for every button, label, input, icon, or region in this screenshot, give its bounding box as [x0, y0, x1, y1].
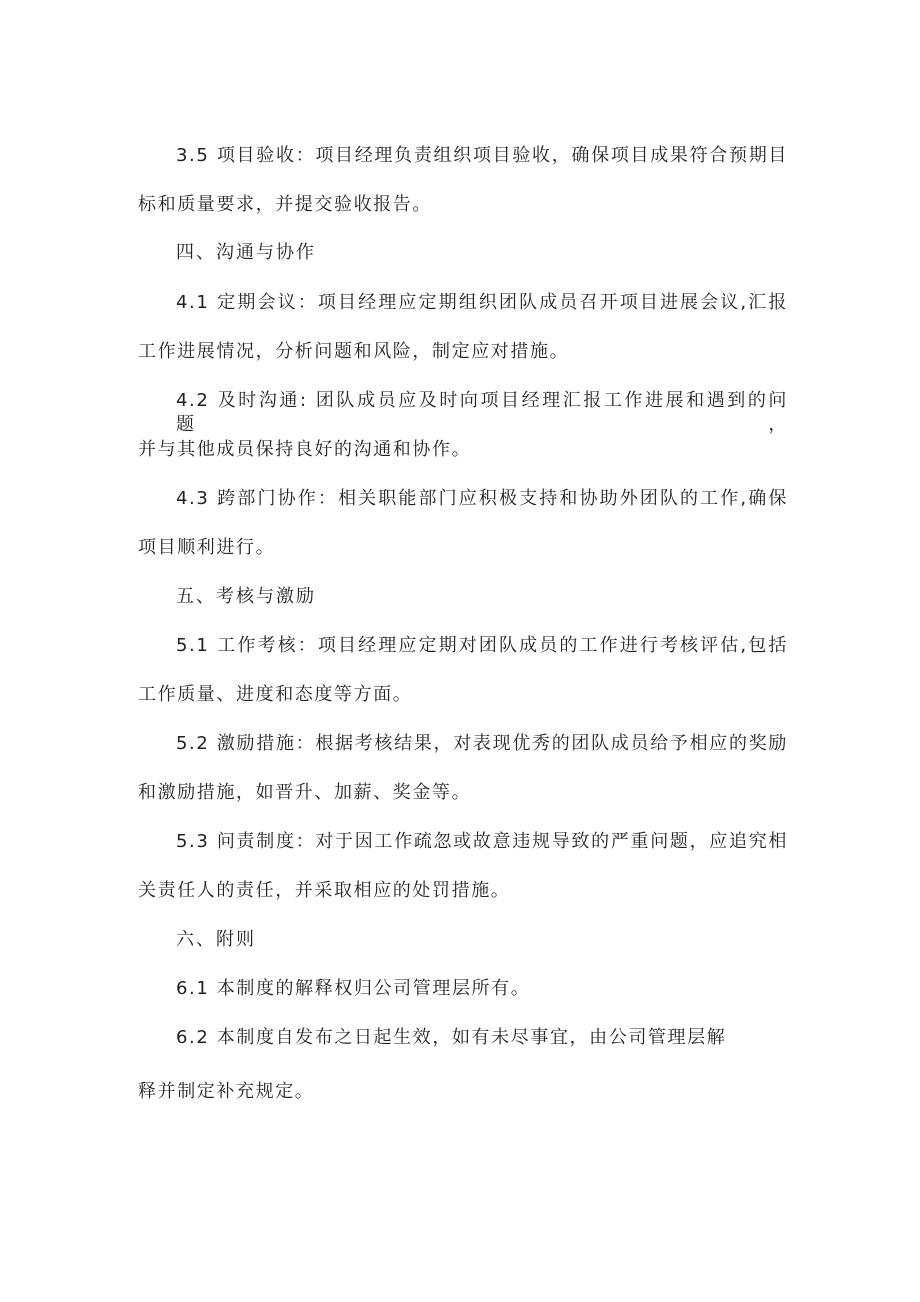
- paragraph-5-1-line-1: 5.1 工作考核：项目经理应定期对团队成员的工作进行考核评估,包括: [176, 635, 788, 656]
- section-heading-4: 四、沟通与协作: [176, 242, 316, 263]
- paragraph-3-5-line-1: 3.5 项目验收：项目经理负责组织项目验收，确保项目成果符合预期目: [176, 145, 788, 166]
- paragraph-4-3-line-1: 4.3 跨部门协作：相关职能部门应积极支持和协助外团队的工作,确保: [176, 488, 788, 509]
- paragraph-5-2-line-2: 和激励措施，如晋升、加薪、奖金等。: [138, 782, 472, 803]
- paragraph-4-1-line-1: 4.1 定期会议：项目经理应定期组织团队成员召开项目进展会议,汇报: [176, 292, 788, 313]
- paragraph-6-2-line-2: 释并制定补充规定。: [138, 1081, 315, 1102]
- paragraph-4-2-line-1: 4.2 及时沟通: 团队成员应及时向项目经理汇报工作进展和遇到的问题，: [176, 390, 788, 435]
- paragraph-5-3-line-2: 关责任人的责任，并采取相应的处罚措施。: [138, 880, 511, 901]
- paragraph-4-3-line-2: 项目顺利进行。: [138, 537, 276, 558]
- paragraph-6-2-line-1: 6.2 本制度自发布之日起生效，如有未尽事宜，由公司管理层解: [176, 1027, 727, 1048]
- paragraph-4-1-line-2: 工作进展情况，分析问题和风险，制定应对措施。: [138, 341, 570, 362]
- section-heading-5: 五、考核与激励: [176, 586, 316, 607]
- paragraph-3-5-line-2: 标和质量要求，并提交验收报告。: [138, 194, 432, 215]
- paragraph-4-2-line-2: 并与其他成员保持良好的沟通和协作。: [138, 439, 472, 460]
- paragraph-5-3-line-1: 5.3 问责制度：对于因工作疏忽或故意违规导致的严重问题，应追究相: [176, 831, 788, 852]
- section-heading-6: 六、附则: [176, 929, 256, 950]
- paragraph-5-2-line-1: 5.2 激励措施：根据考核结果，对表现优秀的团队成员给予相应的奖励: [176, 733, 788, 754]
- paragraph-6-1: 6.1 本制度的解释权归公司管理层所有。: [176, 978, 531, 999]
- paragraph-5-1-line-2: 工作质量、进度和态度等方面。: [138, 684, 413, 705]
